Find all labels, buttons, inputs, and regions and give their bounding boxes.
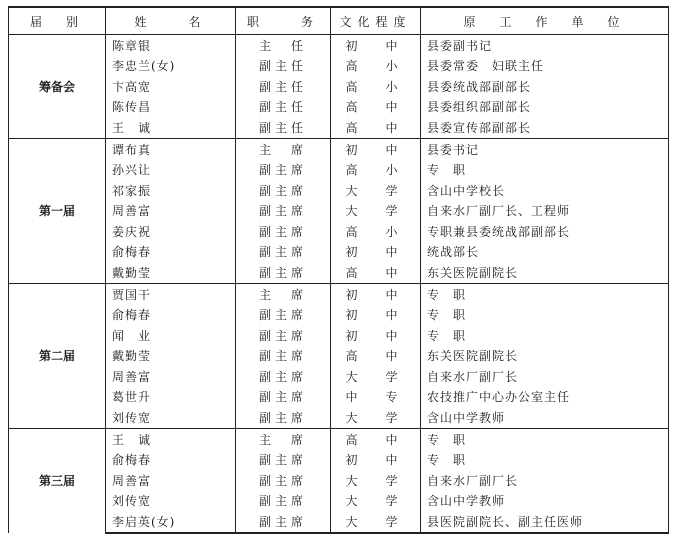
member-education: 高 小 <box>331 221 421 242</box>
member-education: 初 中 <box>331 304 421 325</box>
table-row <box>9 97 669 118</box>
member-workplace: 专 职 <box>421 325 669 346</box>
table-row <box>9 346 669 367</box>
member-name: 贾国干 <box>106 283 236 304</box>
table-row <box>9 35 669 56</box>
member-name: 戴勤莹 <box>106 262 236 283</box>
table-row <box>9 470 669 491</box>
member-duty: 主 任 <box>236 35 331 56</box>
member-duty: 副主席 <box>236 346 331 367</box>
member-duty: 副主席 <box>236 366 331 387</box>
header-term: 届 别 <box>9 7 106 35</box>
member-education: 高 小 <box>331 160 421 181</box>
member-education: 初 中 <box>331 242 421 263</box>
member-workplace: 含山中学教师 <box>421 490 669 511</box>
table-row <box>9 262 669 283</box>
member-duty: 副主席 <box>236 201 331 222</box>
member-workplace: 农技推广中心办公室主任 <box>421 387 669 408</box>
table-row <box>9 511 669 533</box>
member-workplace: 县委组织部副部长 <box>421 97 669 118</box>
member-duty: 副主席 <box>236 449 331 470</box>
term-label: 第二届 <box>9 283 106 428</box>
member-duty: 副主席 <box>236 242 331 263</box>
table-row <box>9 387 669 408</box>
member-name: 卞高宽 <box>106 76 236 97</box>
table-row <box>9 117 669 138</box>
member-workplace: 专 职 <box>421 428 669 449</box>
member-name: 王 诚 <box>106 428 236 449</box>
member-education: 大 学 <box>331 180 421 201</box>
member-duty: 副主任 <box>236 76 331 97</box>
term-label: 筹备会 <box>9 35 106 139</box>
member-workplace: 统战部长 <box>421 242 669 263</box>
member-workplace: 县委常委 妇联主任 <box>421 56 669 77</box>
member-workplace: 含山中学教师 <box>421 407 669 428</box>
member-education: 高 中 <box>331 262 421 283</box>
member-duty: 副主席 <box>236 407 331 428</box>
member-workplace: 专 职 <box>421 449 669 470</box>
table-body <box>9 35 669 534</box>
member-duty: 副主任 <box>236 97 331 118</box>
table-row <box>9 407 669 428</box>
member-education: 大 学 <box>331 201 421 222</box>
member-education: 初 中 <box>331 283 421 304</box>
member-name: 陈传昌 <box>106 97 236 118</box>
member-education: 大 学 <box>331 511 421 533</box>
member-name: 谭布真 <box>106 138 236 159</box>
table-row <box>9 242 669 263</box>
table-row <box>9 283 669 304</box>
member-name: 俞梅春 <box>106 449 236 470</box>
member-education: 大 学 <box>331 490 421 511</box>
member-education: 初 中 <box>331 138 421 159</box>
member-education: 高 小 <box>331 76 421 97</box>
member-duty: 副主席 <box>236 511 331 533</box>
member-workplace: 专 职 <box>421 160 669 181</box>
member-name: 李启英(女) <box>106 511 236 533</box>
member-workplace: 东关医院副院长 <box>421 262 669 283</box>
member-name: 俞梅春 <box>106 304 236 325</box>
table-row <box>9 56 669 77</box>
header-workplace: 原 工 作 单 位 <box>421 7 669 35</box>
table-row <box>9 160 669 181</box>
member-duty: 副主席 <box>236 304 331 325</box>
leadership-table <box>8 6 669 534</box>
member-name: 李忠兰(女) <box>106 56 236 77</box>
member-name: 葛世升 <box>106 387 236 408</box>
member-duty: 主 席 <box>236 428 331 449</box>
table-row <box>9 180 669 201</box>
member-education: 大 学 <box>331 366 421 387</box>
member-education: 高 中 <box>331 117 421 138</box>
member-name: 周善富 <box>106 470 236 491</box>
header-row <box>9 7 669 35</box>
member-duty: 副主任 <box>236 56 331 77</box>
table-row <box>9 201 669 222</box>
header-duty: 职 务 <box>236 7 331 35</box>
member-workplace: 专职兼县委统战部副部长 <box>421 221 669 242</box>
member-workplace: 自来水厂副厂长、工程师 <box>421 201 669 222</box>
member-education: 高 中 <box>331 428 421 449</box>
member-duty: 副主席 <box>236 490 331 511</box>
table-row <box>9 490 669 511</box>
member-name: 刘传宽 <box>106 407 236 428</box>
member-name: 刘传宽 <box>106 490 236 511</box>
member-education: 中 专 <box>331 387 421 408</box>
member-workplace: 县委书记 <box>421 138 669 159</box>
member-education: 高 小 <box>331 56 421 77</box>
table-row <box>9 366 669 387</box>
member-workplace: 东关医院副院长 <box>421 346 669 367</box>
member-name: 祁家振 <box>106 180 236 201</box>
member-duty: 副主席 <box>236 221 331 242</box>
member-name: 陈章银 <box>106 35 236 56</box>
member-workplace: 含山中学校长 <box>421 180 669 201</box>
member-duty: 副主席 <box>236 387 331 408</box>
member-education: 高 中 <box>331 97 421 118</box>
term-label: 第三届 <box>9 428 106 533</box>
table-header <box>9 7 669 35</box>
member-name: 王 诚 <box>106 117 236 138</box>
table-row <box>9 221 669 242</box>
table-row <box>9 325 669 346</box>
member-workplace: 县医院副院长、副主任医师 <box>421 511 669 533</box>
member-workplace: 自来水厂副厂长 <box>421 470 669 491</box>
member-education: 高 中 <box>331 346 421 367</box>
member-duty: 主 席 <box>236 283 331 304</box>
term-label: 第一届 <box>9 138 106 283</box>
member-duty: 副主席 <box>236 180 331 201</box>
member-name: 闻 业 <box>106 325 236 346</box>
member-education: 大 学 <box>331 407 421 428</box>
member-name: 戴勤莹 <box>106 346 236 367</box>
member-name: 孙兴让 <box>106 160 236 181</box>
member-name: 周善富 <box>106 201 236 222</box>
member-workplace: 自来水厂副厂长 <box>421 366 669 387</box>
table-row <box>9 428 669 449</box>
member-duty: 副主席 <box>236 160 331 181</box>
member-duty: 副主任 <box>236 117 331 138</box>
table-row <box>9 304 669 325</box>
member-duty: 副主席 <box>236 262 331 283</box>
member-education: 初 中 <box>331 35 421 56</box>
member-duty: 副主席 <box>236 325 331 346</box>
member-workplace: 县委宣传部副部长 <box>421 117 669 138</box>
member-education: 初 中 <box>331 449 421 470</box>
member-name: 俞梅春 <box>106 242 236 263</box>
header-education: 文化程度 <box>331 7 421 35</box>
member-duty: 主 席 <box>236 138 331 159</box>
member-education: 大 学 <box>331 470 421 491</box>
table-row <box>9 76 669 97</box>
member-name: 姜庆祝 <box>106 221 236 242</box>
member-workplace: 县委统战部副部长 <box>421 76 669 97</box>
member-workplace: 专 职 <box>421 283 669 304</box>
member-name: 周善富 <box>106 366 236 387</box>
member-workplace: 专 职 <box>421 304 669 325</box>
table-row <box>9 449 669 470</box>
member-education: 初 中 <box>331 325 421 346</box>
member-workplace: 县委副书记 <box>421 35 669 56</box>
table-row <box>9 138 669 159</box>
member-duty: 副主席 <box>236 470 331 491</box>
header-name: 姓 名 <box>106 7 236 35</box>
